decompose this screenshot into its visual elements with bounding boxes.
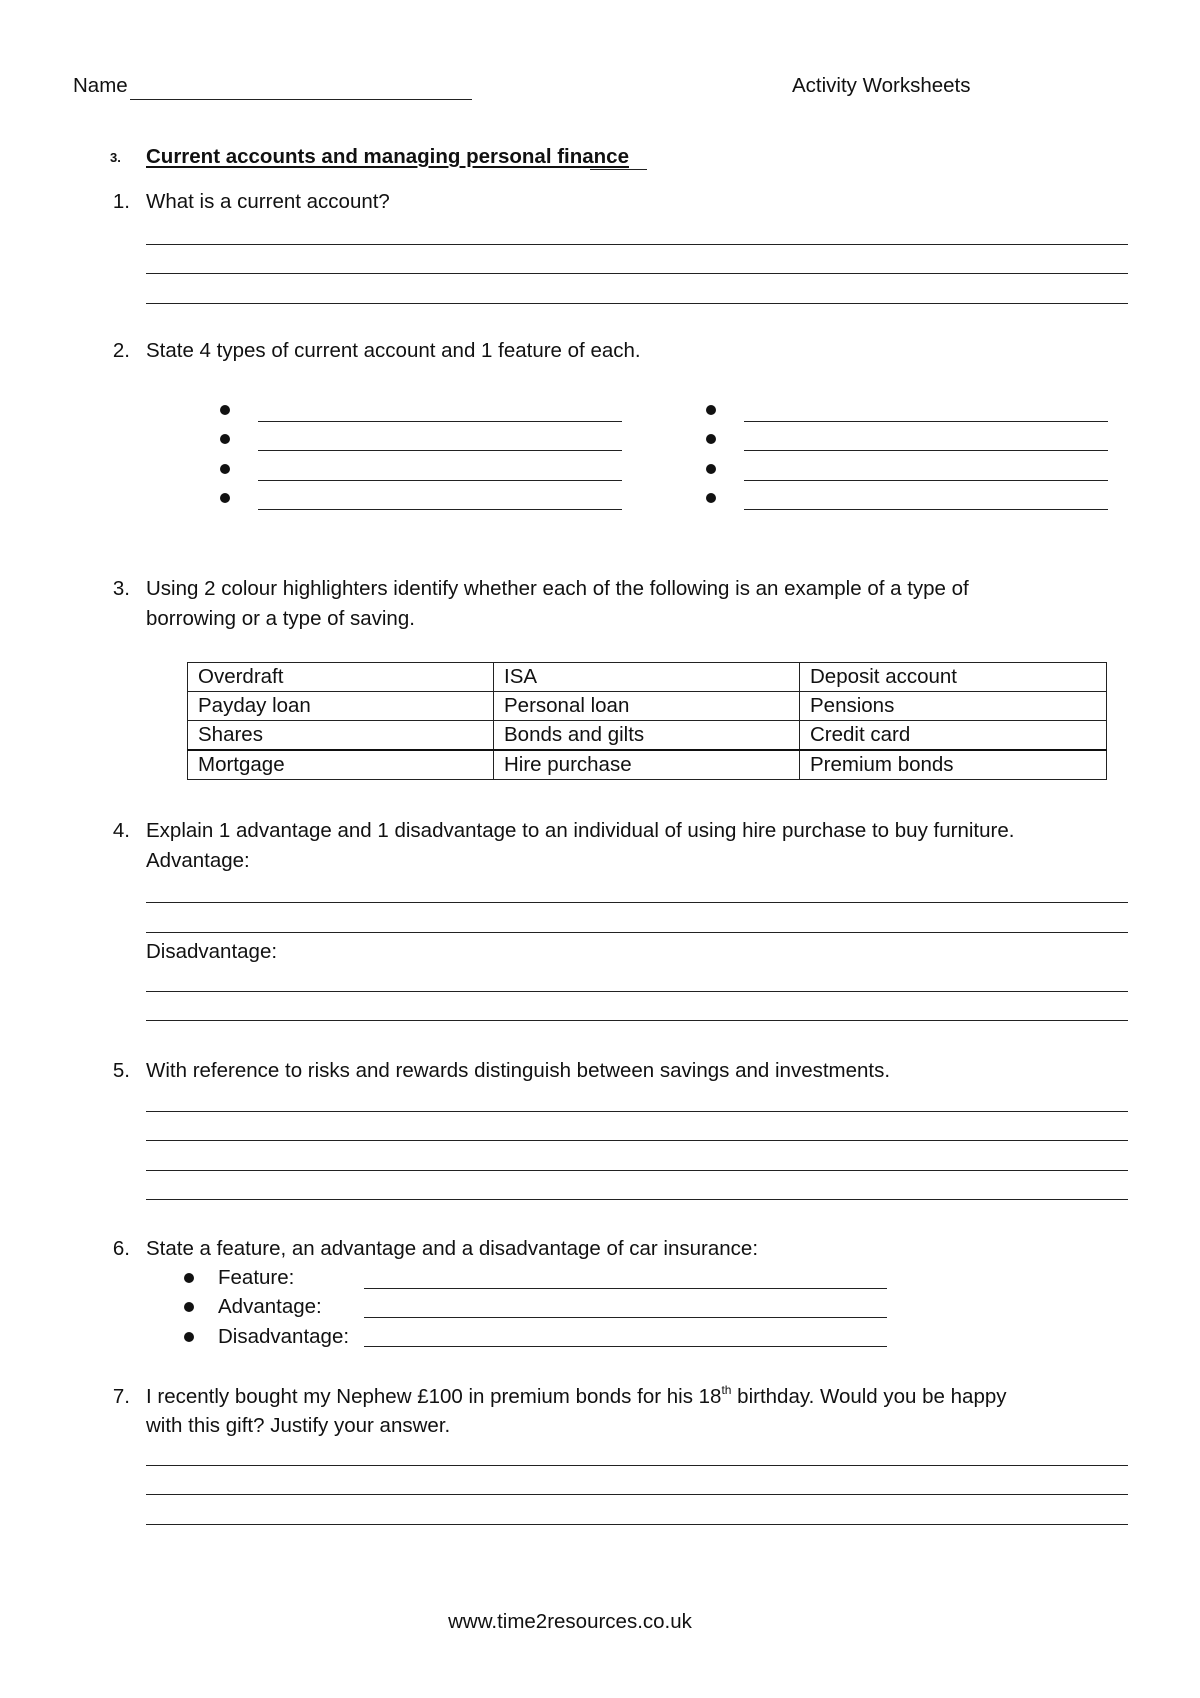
question-text: State a feature, an advantage and a disadvantage of car insurance:	[146, 1237, 759, 1260]
question-number: 1.	[112, 190, 130, 213]
section-number: 3.	[110, 150, 121, 165]
section-title: Current accounts and managing personal finance	[146, 145, 629, 168]
question-number: 6.	[112, 1237, 130, 1260]
answer-line[interactable]	[744, 509, 1108, 510]
answer-line[interactable]	[146, 273, 1128, 274]
advantage-label: Advantage:	[146, 849, 250, 872]
answer-line[interactable]	[364, 1317, 887, 1318]
bullet-icon	[220, 493, 230, 503]
ordinal-superscript: th	[721, 1383, 732, 1397]
answer-line[interactable]	[744, 450, 1108, 451]
answer-line[interactable]	[258, 450, 622, 451]
question-text-line1	[146, 1385, 1007, 1409]
bullet-icon	[184, 1302, 194, 1312]
bullet-icon	[184, 1332, 194, 1342]
disadvantage-label: Disadvantage:	[146, 940, 278, 963]
question-number: 7.	[112, 1385, 130, 1408]
table-cell[interactable]: Payday loan	[188, 692, 494, 721]
answer-line[interactable]	[146, 1465, 1128, 1466]
answer-line[interactable]	[146, 1524, 1128, 1525]
answer-line[interactable]	[146, 1199, 1128, 1200]
answer-line[interactable]	[364, 1346, 887, 1347]
bullet-icon	[706, 405, 716, 415]
answer-line[interactable]	[146, 1140, 1128, 1141]
bullet-icon	[184, 1273, 194, 1283]
table-cell[interactable]: Personal loan	[494, 692, 800, 721]
table-cell[interactable]: Premium bonds	[800, 750, 1107, 780]
question-text: Explain 1 advantage and 1 disadvantage to an individual of using hire purchase to buy furniture.	[146, 819, 1015, 842]
question-text-line1: Using 2 colour highlighters identify whether each of the following is an example of a type of	[146, 577, 969, 600]
question-text: State 4 types of current account and 1 feature of each.	[146, 339, 641, 362]
table-row	[188, 663, 1107, 692]
question-text-end: birthday. Would you be happy	[731, 1385, 1007, 1408]
worksheet-title: Activity Worksheets	[792, 74, 971, 97]
table-cell[interactable]: Bonds and gilts	[494, 721, 800, 751]
table-cell[interactable]: Pensions	[800, 692, 1107, 721]
answer-line[interactable]	[146, 303, 1128, 304]
answer-line[interactable]	[364, 1288, 887, 1289]
bullet-icon	[220, 464, 230, 474]
question-text-start: I recently bought my Nephew £100 in premium bonds for his 18	[146, 1385, 722, 1408]
savings-borrowing-table	[187, 662, 1107, 780]
name-answer-line[interactable]	[130, 99, 472, 100]
question-text: What is a current account?	[146, 190, 390, 213]
table-cell[interactable]: ISA	[494, 663, 800, 692]
answer-line[interactable]	[744, 421, 1108, 422]
answer-line[interactable]	[146, 902, 1128, 903]
answer-line[interactable]	[146, 1020, 1128, 1021]
answer-line[interactable]	[146, 1170, 1128, 1171]
answer-line[interactable]	[258, 480, 622, 481]
answer-line[interactable]	[744, 480, 1108, 481]
question-number: 5.	[112, 1059, 130, 1082]
question-number: 2.	[112, 339, 130, 362]
answer-line[interactable]	[146, 991, 1128, 992]
answer-line[interactable]	[258, 421, 622, 422]
bullet-icon	[220, 434, 230, 444]
footer-url: www.time2resources.co.uk	[448, 1610, 692, 1633]
bullet-icon	[706, 434, 716, 444]
table-row	[188, 721, 1107, 751]
answer-line[interactable]	[146, 1494, 1128, 1495]
table-cell[interactable]: Shares	[188, 721, 494, 751]
answer-line[interactable]	[258, 509, 622, 510]
advantage-label: Advantage:	[218, 1295, 322, 1318]
table-row	[188, 750, 1107, 780]
section-title-underline-tail	[590, 169, 647, 170]
question-text-line2: with this gift? Justify your answer.	[146, 1414, 451, 1437]
answer-line[interactable]	[146, 932, 1128, 933]
answer-line[interactable]	[146, 244, 1128, 245]
feature-label: Feature:	[218, 1266, 295, 1289]
name-label: Name	[73, 74, 128, 97]
table-cell[interactable]: Overdraft	[188, 663, 494, 692]
table-cell[interactable]: Credit card	[800, 721, 1107, 751]
table-row	[188, 692, 1107, 721]
bullet-icon	[220, 405, 230, 415]
answer-line[interactable]	[146, 1111, 1128, 1112]
bullet-icon	[706, 464, 716, 474]
disadvantage-label: Disadvantage:	[218, 1325, 350, 1348]
table-cell[interactable]: Hire purchase	[494, 750, 800, 780]
table-cell[interactable]: Mortgage	[188, 750, 494, 780]
question-number: 3.	[112, 577, 130, 600]
question-number: 4.	[112, 819, 130, 842]
question-text-line2: borrowing or a type of saving.	[146, 607, 415, 630]
bullet-icon	[706, 493, 716, 503]
table-cell[interactable]: Deposit account	[800, 663, 1107, 692]
question-text: With reference to risks and rewards distinguish between savings and investments.	[146, 1059, 891, 1082]
